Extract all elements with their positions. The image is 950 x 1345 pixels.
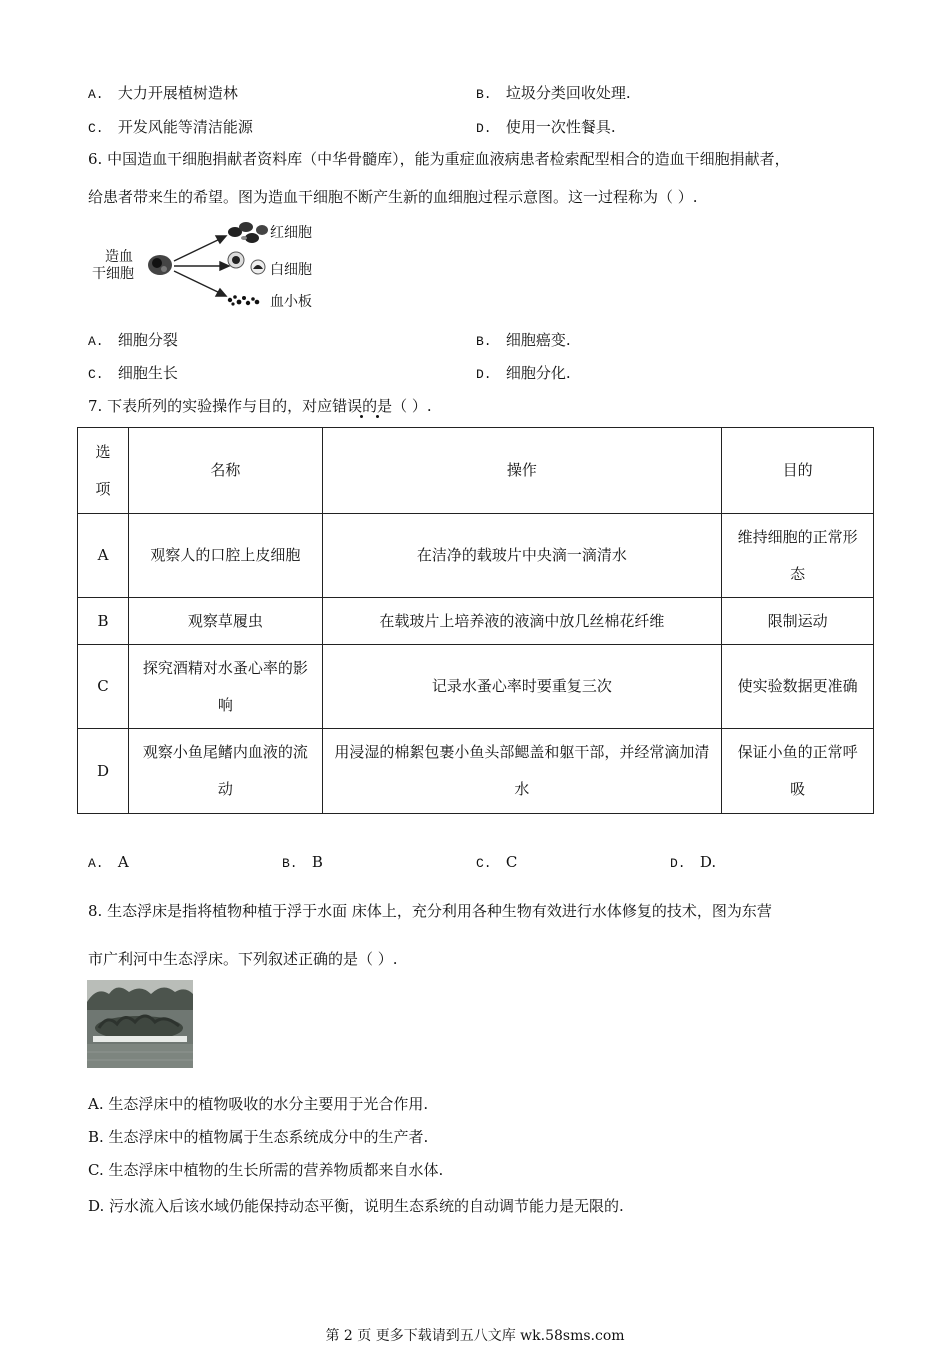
option-text: D. bbox=[699, 853, 717, 871]
header-operation: 操作 bbox=[322, 428, 721, 514]
option-letter: C. bbox=[476, 856, 492, 871]
q7-option-d bbox=[670, 853, 716, 871]
q5-option-a bbox=[88, 82, 238, 103]
q7-option-c bbox=[476, 853, 517, 871]
q8-option-d: D. 污水流入后该水域仍能保持动态平衡，说明生态系统的自动调节能力是无限的. bbox=[88, 1197, 624, 1215]
option-letter: A. bbox=[88, 856, 104, 871]
red-blood-cell-icon bbox=[228, 222, 268, 243]
label-red-blood-cell: 红细胞 bbox=[270, 225, 312, 241]
option-letter: D. bbox=[670, 856, 686, 871]
table-header-row bbox=[78, 428, 874, 514]
header-purpose: 目的 bbox=[722, 428, 874, 514]
differentiation-arrows bbox=[174, 236, 229, 296]
option-letter: C. bbox=[88, 367, 104, 382]
option-letter: B. bbox=[476, 87, 492, 102]
q8-stem-line2: 市广利河中生态浮床。下列叙述正确的是（ ）. bbox=[88, 950, 398, 968]
q8-stem-line1: 8. 生态浮床是指将植物种植于浮于水面 床体上，充分利用各种生物有效进行水体修复的技术，图为东营 bbox=[88, 902, 772, 920]
diagram-source-label bbox=[92, 249, 134, 283]
cell-operation: 在洁净的载玻片中央滴一滴清水 bbox=[322, 514, 721, 598]
cell-option: C bbox=[78, 645, 129, 729]
cell-operation: 记录水蚤心率时要重复三次 bbox=[322, 645, 721, 729]
cell-name: 观察草履虫 bbox=[128, 598, 322, 645]
q5-option-d bbox=[476, 116, 616, 137]
source-label-line1: 造血 bbox=[105, 249, 133, 265]
stem-cell-icon bbox=[148, 255, 172, 275]
header-option: 选项 bbox=[78, 428, 129, 514]
q6-option-b bbox=[476, 329, 571, 350]
source-label-line2: 干细胞 bbox=[92, 266, 134, 282]
label-white-blood-cell: 白细胞 bbox=[270, 262, 312, 278]
table-row bbox=[78, 598, 874, 645]
q5-option-b bbox=[476, 82, 631, 103]
page-footer: 第 2 页 更多下载请到五八文库 wk.58sms.com bbox=[325, 1328, 625, 1344]
option-text: B bbox=[311, 853, 323, 871]
option-letter: B. bbox=[282, 856, 298, 871]
cell-purpose: 限制运动 bbox=[722, 598, 874, 645]
cell-name: 观察人的口腔上皮细胞 bbox=[128, 514, 322, 598]
emphasis-dot bbox=[376, 415, 379, 418]
table-row bbox=[78, 645, 874, 729]
cell-operation: 在载玻片上培养液的液滴中放几丝棉花纤维 bbox=[322, 598, 721, 645]
cell-option: B bbox=[78, 598, 129, 645]
header-name: 名称 bbox=[128, 428, 322, 514]
platelet-icon bbox=[228, 295, 259, 305]
emphasis-dot bbox=[360, 415, 363, 418]
option-text: 垃圾分类回收处理. bbox=[505, 84, 631, 102]
option-letter: A. bbox=[88, 334, 104, 349]
experiment-table bbox=[77, 427, 874, 814]
option-text: 细胞分化. bbox=[505, 364, 571, 382]
cell-option: A bbox=[78, 514, 129, 598]
q7-option-b bbox=[282, 853, 323, 871]
q8-option-b: B. 生态浮床中的植物属于生态系统成分中的生产者. bbox=[88, 1128, 429, 1146]
cell-purpose: 维持细胞的正常形态 bbox=[722, 514, 874, 598]
cell-name: 观察小鱼尾鳍内血液的流动 bbox=[128, 729, 322, 814]
table-row bbox=[78, 514, 874, 598]
option-letter: D. bbox=[476, 121, 492, 136]
option-text: 开发风能等清洁能源 bbox=[117, 118, 253, 136]
q5-option-c bbox=[88, 116, 253, 137]
table-row bbox=[78, 729, 874, 814]
q7-stem: 7. 下表所列的实验操作与目的，对应错误的是（ ）. bbox=[88, 397, 432, 415]
option-text: 使用一次性餐具. bbox=[505, 118, 616, 136]
option-text: 细胞分裂 bbox=[117, 331, 178, 349]
cell-operation: 用浸湿的棉絮包裹小鱼头部鳃盖和躯干部，并经常滴加清水 bbox=[322, 729, 721, 814]
q6-stem-line1: 6. 中国造血干细胞捐献者资料库（中华骨髓库），能为重症血液病患者检索配型相合的造血干细胞捐献者， bbox=[88, 150, 790, 168]
q8-option-c: C. 生态浮床中植物的生长所需的营养物质都来自水体. bbox=[88, 1161, 444, 1179]
option-text: C bbox=[505, 853, 518, 871]
white-blood-cell-icon bbox=[228, 252, 265, 274]
cell-purpose: 使实验数据更准确 bbox=[722, 645, 874, 729]
option-letter: B. bbox=[476, 334, 492, 349]
cell-purpose: 保证小鱼的正常呼吸 bbox=[722, 729, 874, 814]
q6-option-d bbox=[476, 362, 571, 383]
ecological-floating-bed-photo bbox=[87, 980, 193, 1068]
cell-option: D bbox=[78, 729, 129, 814]
option-text: 细胞生长 bbox=[117, 364, 178, 382]
cell-name: 探究酒精对水蚤心率的影响 bbox=[128, 645, 322, 729]
q6-option-a bbox=[88, 329, 178, 350]
label-platelet: 血小板 bbox=[270, 294, 312, 310]
option-text: 细胞癌变. bbox=[505, 331, 571, 349]
option-letter: C. bbox=[88, 121, 104, 136]
q6-option-c bbox=[88, 362, 178, 383]
q8-option-a: A. 生态浮床中的植物吸收的水分主要用于光合作用. bbox=[88, 1095, 429, 1113]
option-text: A bbox=[117, 853, 129, 871]
q6-stem-line2: 给患者带来生的希望。图为造血干细胞不断产生新的血细胞过程示意图。这一过程称为（ ）. bbox=[88, 188, 698, 206]
q7-option-a bbox=[88, 853, 129, 871]
option-text: 大力开展植树造林 bbox=[117, 84, 238, 102]
option-letter: A. bbox=[88, 87, 104, 102]
option-letter: D. bbox=[476, 367, 492, 382]
